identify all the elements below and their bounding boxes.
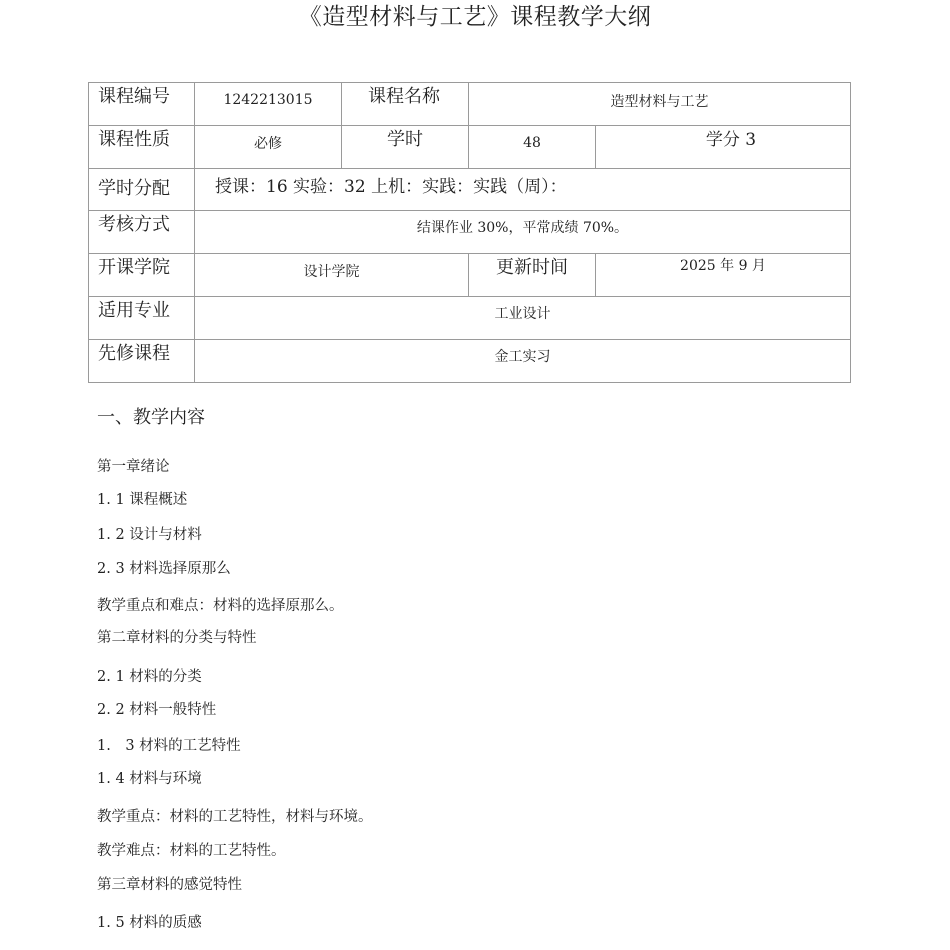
table-row <box>89 83 851 126</box>
content-line: 1. 1 课程概述 <box>97 492 188 508</box>
assessment-label: 考核方式 <box>89 211 195 254</box>
content-line: 2. 3 材料选择原那么 <box>97 561 231 577</box>
prerequisite-value: 金工实习 <box>195 340 851 383</box>
hours-distribution-value: 授课：16 实验：32 上机：实践：实践（周）： <box>195 169 851 211</box>
content-line: 2. 1 材料的分类 <box>97 669 202 685</box>
updated-value: 2025 年 9 月 <box>596 254 851 297</box>
course-code-label: 课程编号 <box>89 83 195 126</box>
content-line: 1. 5 材料的质感 <box>97 915 202 931</box>
major-label: 适用专业 <box>89 297 195 340</box>
major-value: 工业设计 <box>195 297 851 340</box>
course-name-label: 课程名称 <box>342 83 469 126</box>
table-row <box>89 211 851 254</box>
updated-label: 更新时间 <box>469 254 596 297</box>
table-row <box>89 169 851 211</box>
content-line: 2. 2 材料一般特性 <box>97 702 217 718</box>
college-label: 开课学院 <box>89 254 195 297</box>
content-line: 1. 4 材料与环境 <box>97 771 202 787</box>
course-name-value: 造型材料与工艺 <box>469 83 851 126</box>
content-line: 教学难点：材料的工艺特性。 <box>97 843 286 859</box>
hours-distribution-label: 学时分配 <box>89 169 195 211</box>
course-code-value: 1242213015 <box>195 83 342 126</box>
content-line: 教学重点和难点：材料的选择原那么。 <box>97 598 344 614</box>
table-row <box>89 126 851 169</box>
content-line: 1. 3 材料的工艺特性 <box>97 738 241 754</box>
prerequisite-label: 先修课程 <box>89 340 195 383</box>
document-title: 《造型材料与工艺》课程教学大纲 <box>298 4 652 30</box>
content-line: 第二章材料的分类与特性 <box>97 630 257 646</box>
content-line: 教学重点：材料的工艺特性，材料与环境。 <box>97 809 373 825</box>
hours-label: 学时 <box>342 126 469 169</box>
course-nature-value: 必修 <box>195 126 342 169</box>
college-value: 设计学院 <box>195 254 469 297</box>
assessment-value: 结课作业 30%，平常成绩 70%。 <box>195 211 851 254</box>
section-heading: 一、教学内容 <box>97 407 205 428</box>
table-row <box>89 340 851 383</box>
course-nature-label: 课程性质 <box>89 126 195 169</box>
content-line: 第一章绪论 <box>97 459 170 475</box>
content-line: 第三章材料的感觉特性 <box>97 877 242 893</box>
credit-text: 学分 3 <box>596 126 851 169</box>
course-info-table <box>88 82 851 383</box>
table-row <box>89 297 851 340</box>
content-line: 1. 2 设计与材料 <box>97 527 202 543</box>
table-row <box>89 254 851 297</box>
hours-value: 48 <box>469 126 596 169</box>
